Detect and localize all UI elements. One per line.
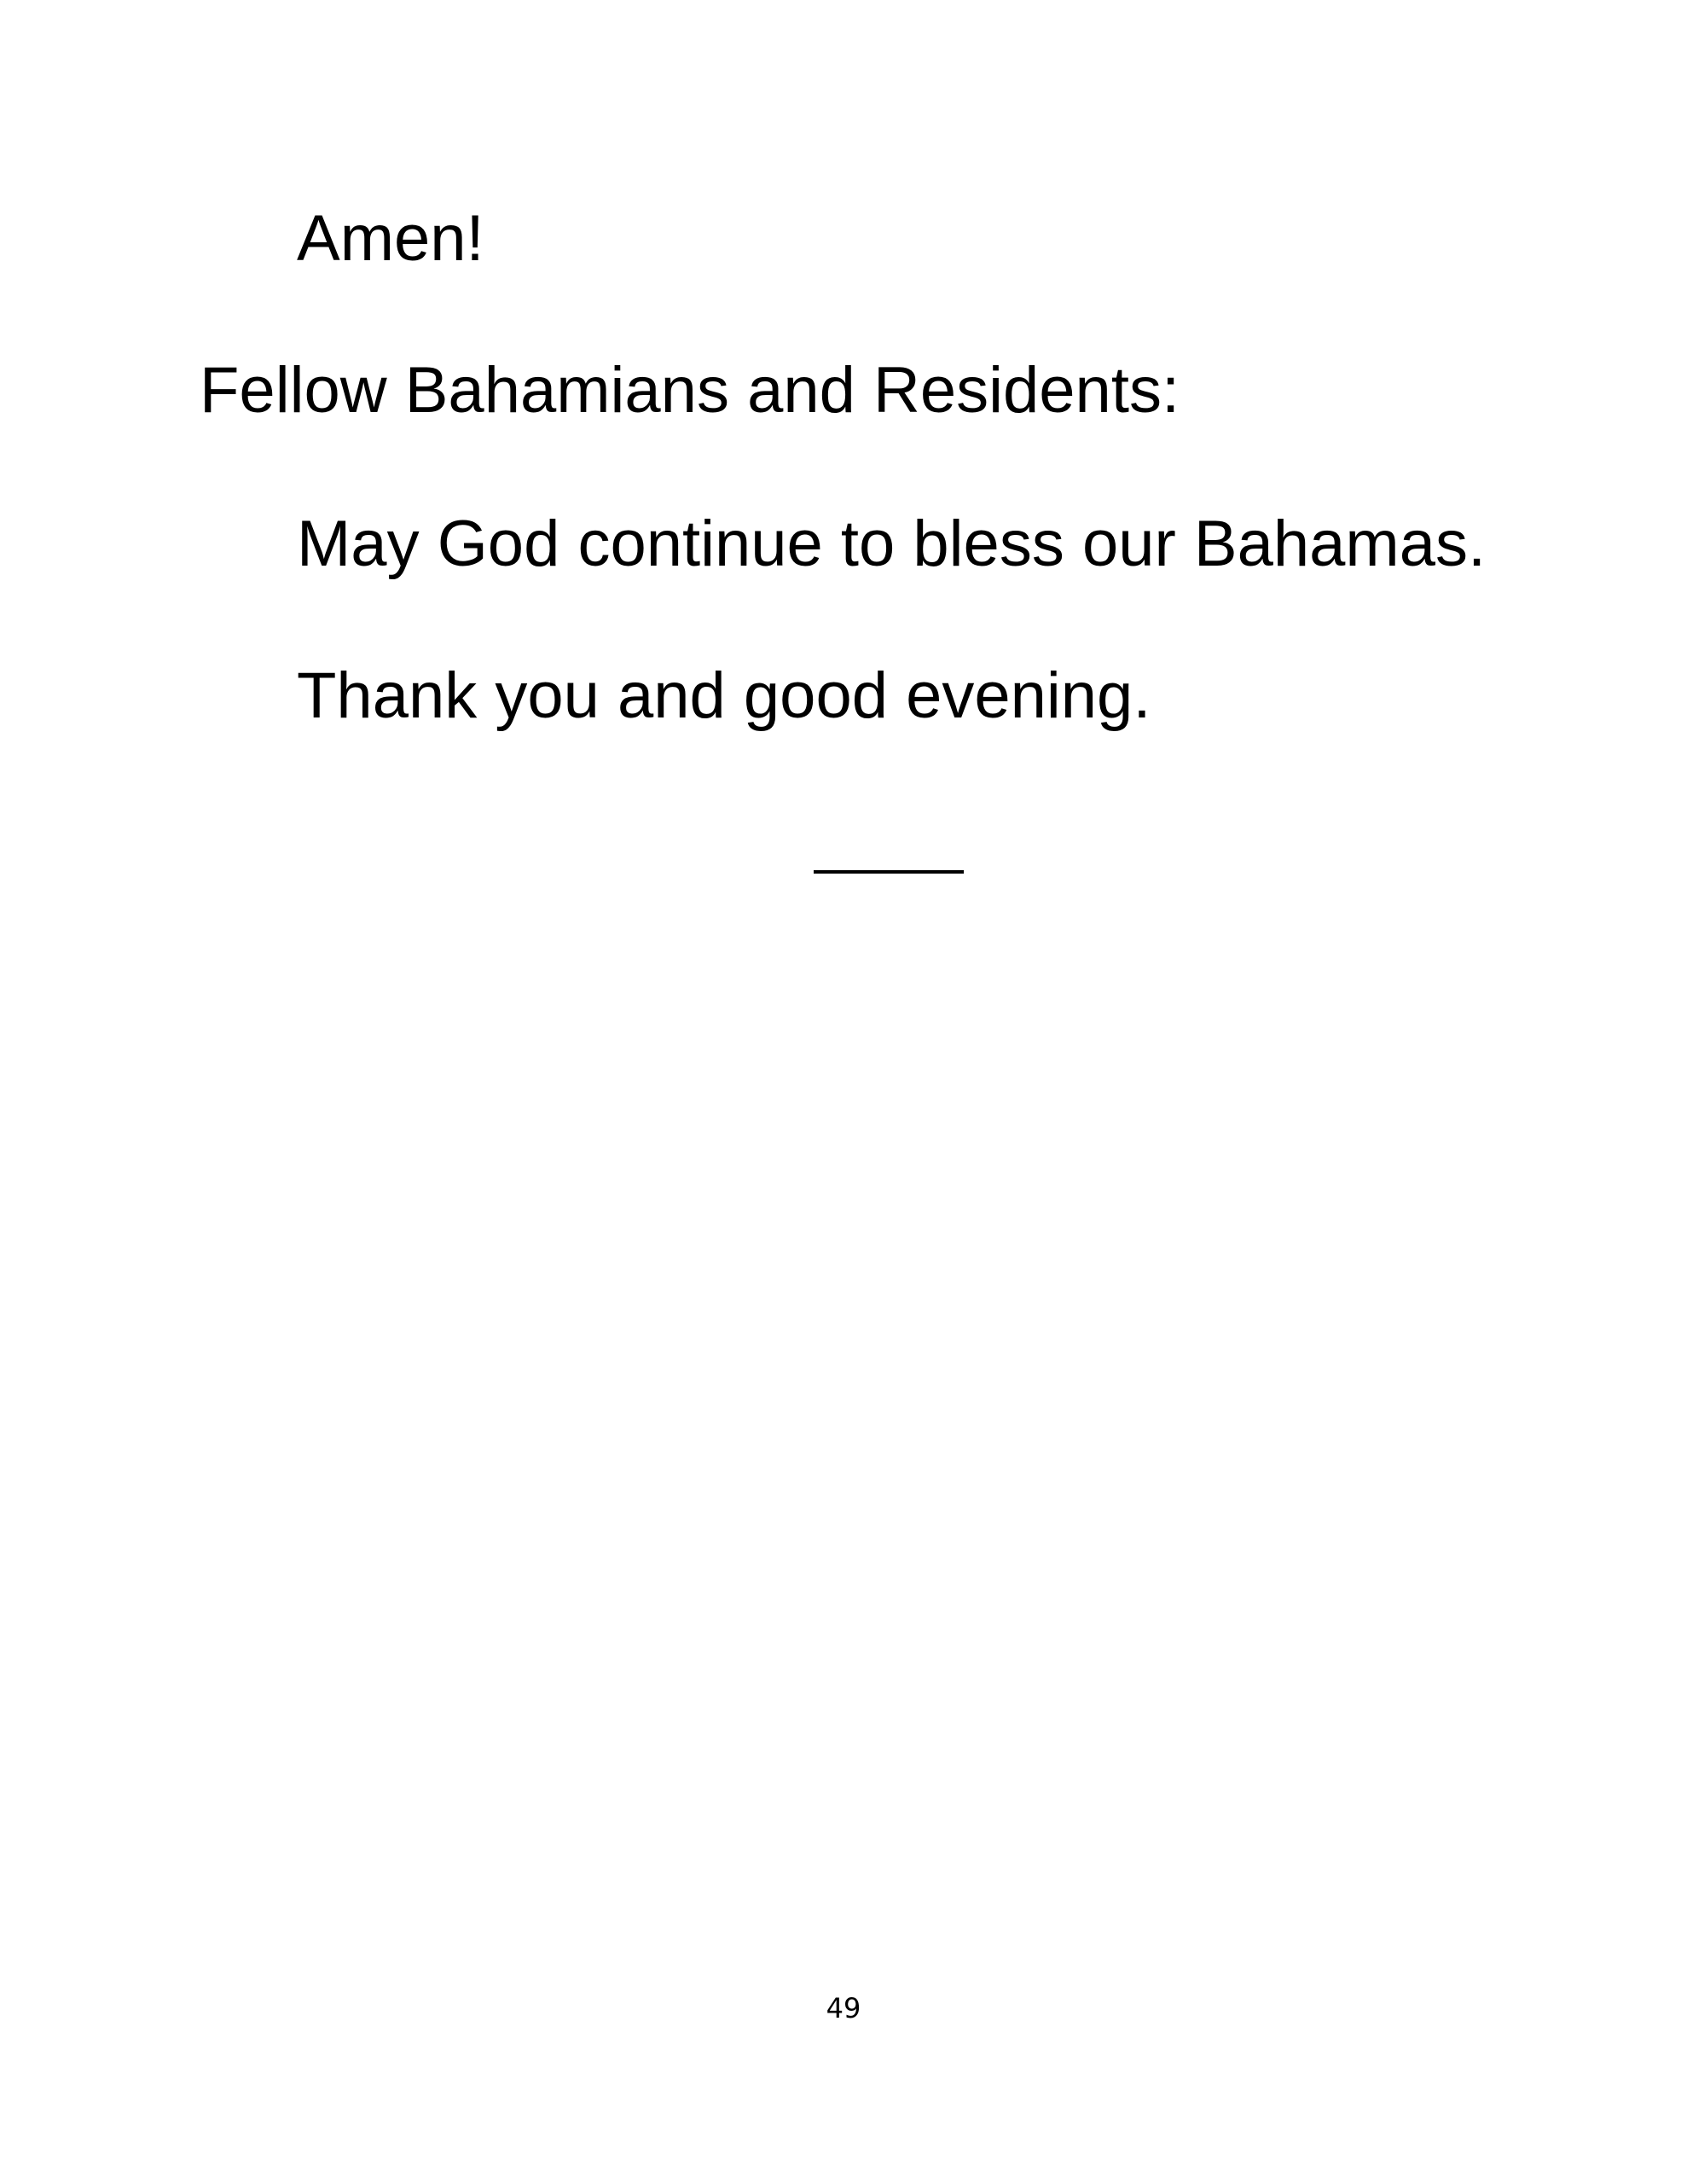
closing-amen: Amen! [297,202,484,275]
closing-thanks: Thank you and good evening. [297,659,1151,732]
end-divider [814,870,964,874]
salutation: Fellow Bahamians and Residents: [200,354,1180,427]
page-number: 49 [826,1992,861,2024]
blessing-line: May God continue to bless our Bahamas. [297,508,1487,580]
